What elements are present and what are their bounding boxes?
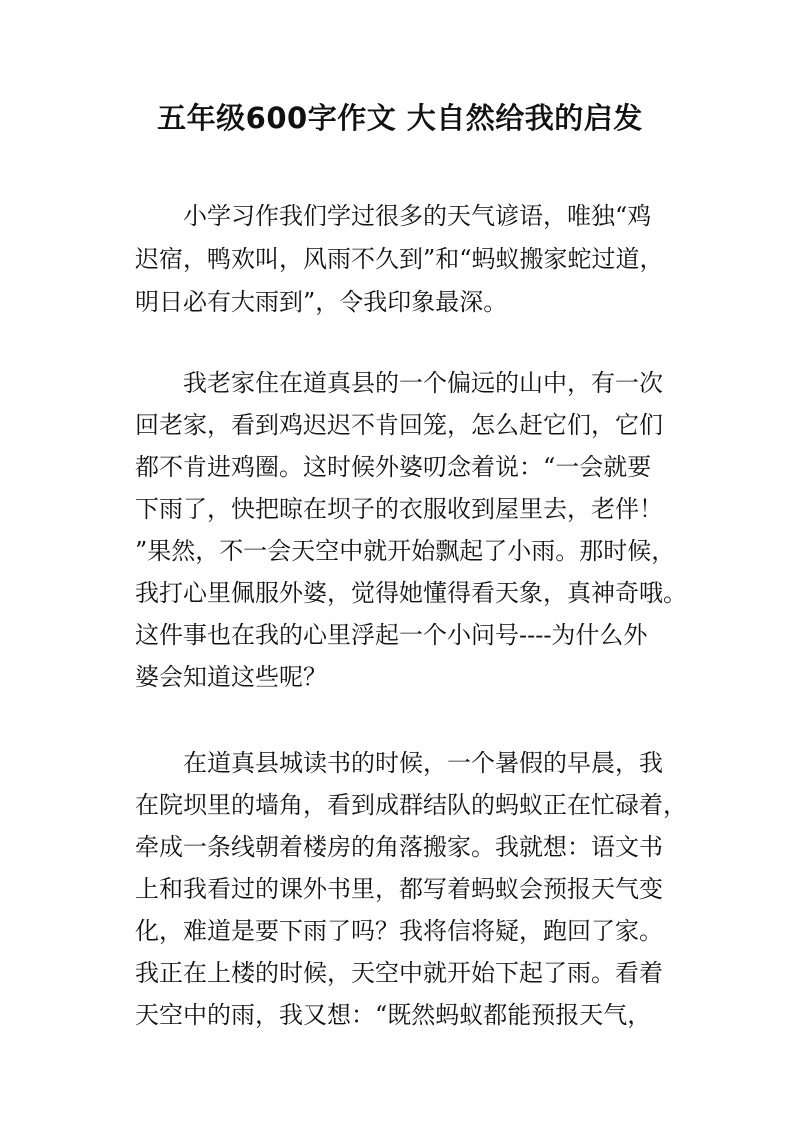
paragraph-line: 我正在上楼的时候，天空中就开始下起了雨。看着 [135, 959, 663, 987]
paragraph-line: 回老家，看到鸡迟迟不肯回笼，怎么赶它们，它们 [135, 411, 663, 439]
paragraph-line: 小学习作我们学过很多的天气谚语，唯独“鸡 [183, 202, 652, 230]
paragraph-line: 这件事也在我的心里浮起一个小问号----为什么外 [135, 621, 648, 649]
paragraph-line: 天空中的雨，我又想：“既然蚂蚁都能预报天气， [135, 1001, 652, 1029]
paragraph-line: 化，难道是要下雨了吗？我将信将疑，跑回了家。 [135, 917, 663, 945]
document-title: 五年级600字作文 大自然给我的启发 [157, 101, 643, 135]
paragraph-line: 都不肯进鸡圈。这时候外婆叨念着说：“一会就要 [135, 453, 652, 481]
paragraph-line: 迟宿，鸭欢叫，风雨不久到”和“蚂蚁搬家蛇过道， [135, 245, 664, 273]
paragraph-line: 我老家住在道真县的一个偏远的山中，有一次 [183, 369, 663, 397]
paragraph-line: 我打心里佩服外婆，觉得她懂得看天象，真神奇哦。 [135, 579, 687, 607]
paragraph-line: 牵成一条线朝着楼房的角落搬家。我就想：语文书 [135, 833, 663, 861]
paragraph-line: 上和我看过的课外书里，都写着蚂蚁会预报天气变 [135, 875, 663, 903]
paragraph-line: 明日必有大雨到”，令我印象最深。 [135, 288, 508, 316]
paragraph-line: 在道真县城读书的时候，一个暑假的早晨，我 [183, 749, 663, 777]
paragraph-line: 婆会知道这些呢？ [135, 663, 327, 691]
paragraph-line: 在院坝里的墙角，看到成群结队的蚂蚁正在忙碌着， [135, 791, 687, 819]
paragraph-line: ”果然，不一会天空中就开始飘起了小雨。那时候， [135, 537, 676, 565]
paragraph-line: 下雨了，快把晾在坝子的衣服收到屋里去，老伴！ [135, 495, 663, 523]
